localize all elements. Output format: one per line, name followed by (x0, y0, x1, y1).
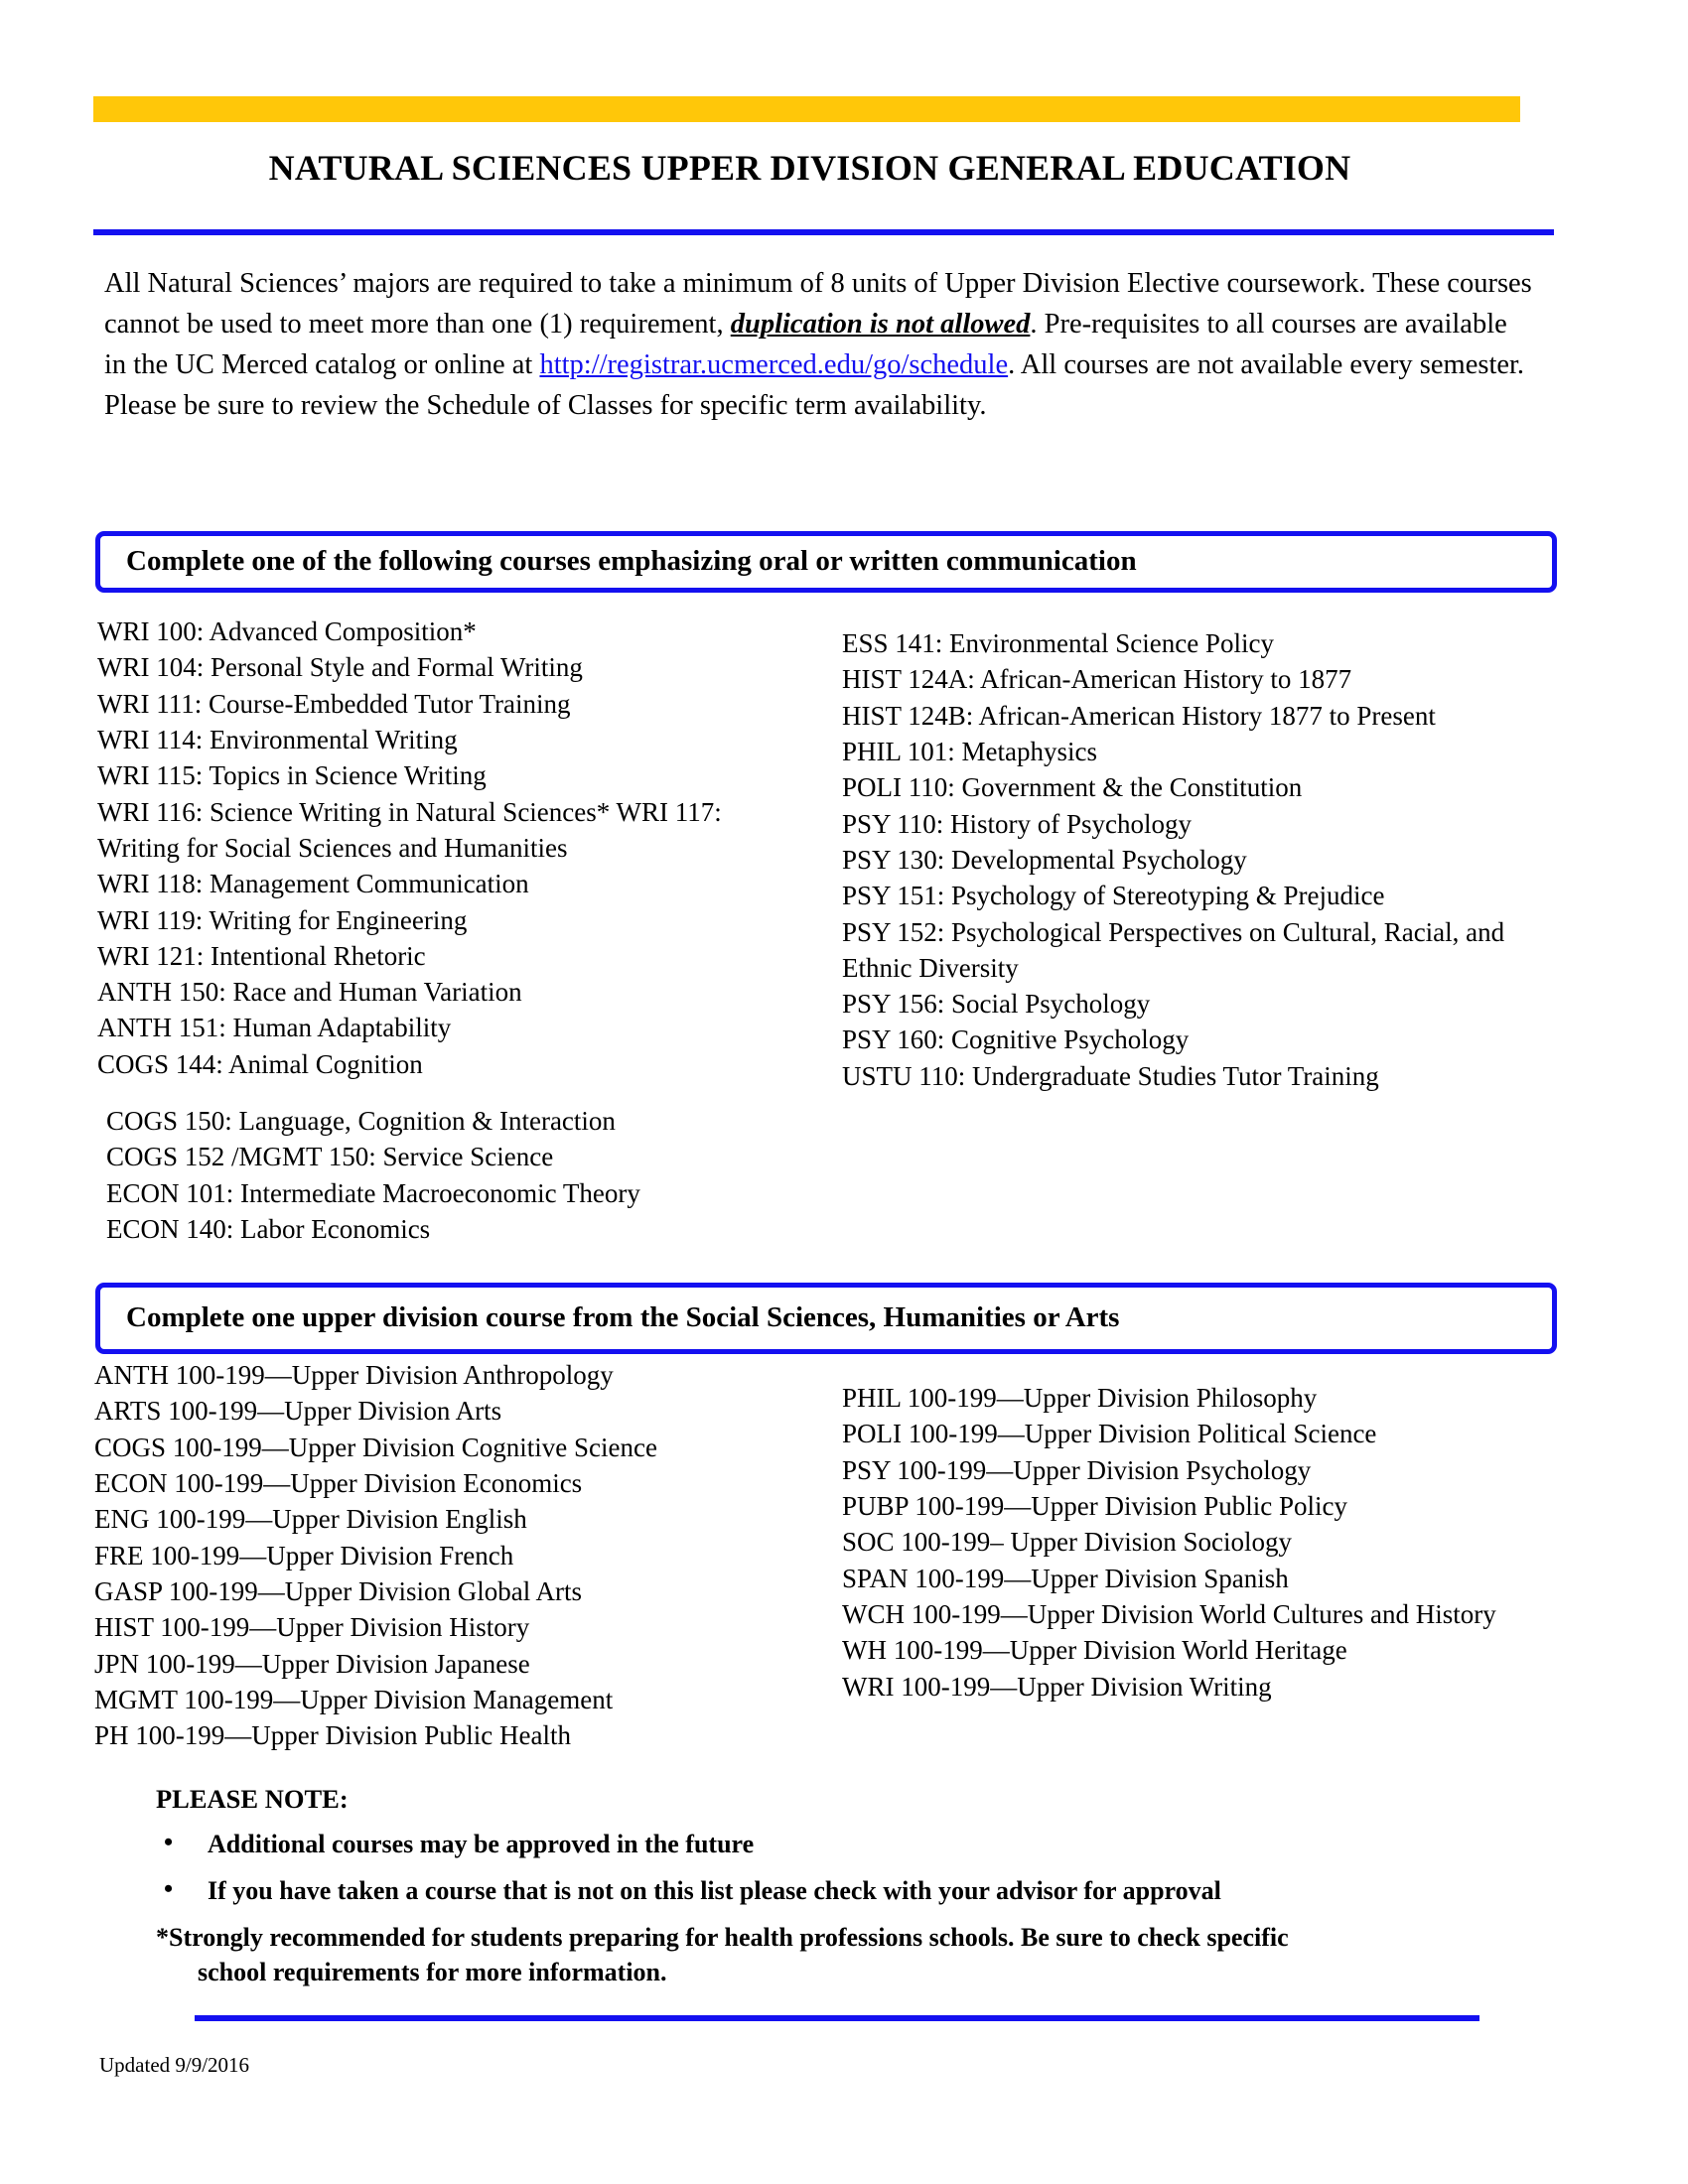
course-item: COGS 100-199—Upper Division Cognitive Science (94, 1432, 657, 1462)
course-item: ECON 100-199—Upper Division Economics (94, 1467, 583, 1498)
intro-text-part1: All Natural Sciences’ majors are required to take a minimum of 8 units of Upper Division Elective coursework. These courses cannot be used to meet more than one (1) requirement, (104, 268, 1532, 341)
course-item: MGMT 100-199—Upper Division Management (94, 1684, 614, 1714)
section2-left-course-list (94, 1357, 809, 1753)
gold-accent-bar (93, 96, 1520, 122)
page-title: NATURAL SCIENCES UPPER DIVISION GENERAL EDUCATION (268, 148, 1351, 188)
course-item: JPN 100-199—Upper Division Japanese (94, 1648, 530, 1679)
course-item: WCH 100-199—Upper Division World Cultures and History (842, 1598, 1496, 1629)
intro-paragraph (104, 263, 1532, 426)
course-item: HIST 124A: African-American History to 1877 (842, 664, 1352, 695)
course-item: PHIL 101: Metaphysics (842, 736, 1097, 766)
course-item: HIST 100-199—Upper Division History (94, 1612, 530, 1643)
course-item: PSY 151: Psychology of Stereotyping & Prejudice (842, 881, 1385, 911)
section-header-communication-label: Complete one of the following courses emphasizing oral or written communication (126, 545, 1137, 578)
section-header-social-sciences (95, 1283, 1557, 1354)
intro-text-part2: . Pre-requisites to all courses are available in the UC Merced catalog or online at (104, 309, 1507, 381)
course-item: PH 100-199—Upper Division Public Health (94, 1720, 571, 1751)
intro-text-part3: . All courses are not available every semester. Please be sure to review the Schedule of Classes for specific term availability. (104, 349, 1525, 422)
course-item: POLI 110: Government & the Constitution (842, 772, 1303, 803)
course-item: COGS 150: Language, Cognition & Interaction (106, 1106, 616, 1137)
course-item: WRI 111: Course-Embedded Tutor Training (97, 688, 571, 719)
course-item: PSY 110: History of Psychology (842, 808, 1193, 839)
course-item: WRI 100: Advanced Composition* (97, 616, 477, 646)
section2-right-course-list (842, 1380, 1577, 1705)
course-item: WRI 115: Topics in Science Writing (97, 760, 487, 791)
course-item: PUBP 100-199—Upper Division Public Policy (842, 1490, 1348, 1521)
course-item: PSY 130: Developmental Psychology (842, 844, 1247, 875)
footnote-line-2: school requirements for more information. (198, 1957, 667, 1986)
registrar-schedule-link[interactable]: http://registrar.ucmerced.edu/go/schedule (539, 349, 1009, 381)
course-item: ECON 140: Labor Economics (106, 1214, 431, 1244)
course-item: PHIL 100-199—Upper Division Philosophy (842, 1383, 1318, 1413)
course-item: PSY 152: Psychological Perspectives on Cultural, Racial, and Ethnic Diversity (842, 916, 1505, 983)
course-item: ARTS 100-199—Upper Division Arts (94, 1396, 502, 1427)
section-header-communication (95, 531, 1557, 593)
course-item: ENG 100-199—Upper Division English (94, 1504, 527, 1535)
bullet-icon: • (164, 1874, 174, 1904)
course-item: HIST 124B: African-American History 1877 to Present (842, 700, 1436, 731)
course-item: WRI 118: Management Communication (97, 869, 529, 899)
course-item: PSY 156: Social Psychology (842, 989, 1151, 1020)
list-spacer (97, 1082, 792, 1103)
course-item: PSY 100-199—Upper Division Psychology (842, 1454, 1312, 1485)
course-item: WRI 104: Personal Style and Formal Writing (97, 652, 583, 683)
course-item: GASP 100-199—Upper Division Global Arts (94, 1575, 582, 1606)
course-item: WRI 114: Environmental Writing (97, 724, 458, 754)
course-item: ANTH 150: Race and Human Variation (97, 977, 522, 1008)
course-item: PSY 160: Cognitive Psychology (842, 1024, 1190, 1055)
course-item: WRI 121: Intentional Rhetoric (97, 940, 426, 971)
course-item: COGS 144: Animal Cognition (97, 1048, 423, 1079)
please-note-bullet-list (156, 1828, 1506, 1908)
list-item-label: If you have taken a course that is not on this list please check with your advisor for approval (208, 1876, 1221, 1906)
please-note-title: PLEASE NOTE: (156, 1784, 349, 1814)
course-item: WRI 119: Writing for Engineering (97, 904, 468, 935)
course-item: SPAN 100-199—Upper Division Spanish (842, 1563, 1289, 1593)
footnote-line-1: *Strongly recommended for students preparing for health professions schools. Be sure to check specific (156, 1923, 1289, 1953)
course-item: ECON 101: Intermediate Macroeconomic Theory (106, 1177, 640, 1208)
list-item (156, 1828, 1506, 1861)
course-item: ANTH 100-199—Upper Division Anthropology (94, 1360, 614, 1390)
course-item: USTU 110: Undergraduate Studies Tutor Training (842, 1060, 1379, 1091)
bullet-icon: • (164, 1828, 174, 1857)
course-item: POLI 100-199—Upper Division Political Science (842, 1419, 1377, 1449)
course-item: FRE 100-199—Upper Division French (94, 1540, 514, 1570)
intro-emphasis-duplication: duplication is not allowed (730, 309, 1031, 341)
course-item: ESS 141: Environmental Science Policy (842, 628, 1274, 658)
course-item: COGS 152 /MGMT 150: Service Science (106, 1142, 554, 1172)
course-item: ANTH 151: Human Adaptability (97, 1013, 452, 1043)
please-note-footnote (156, 1921, 1506, 1989)
updated-date: Updated 9/9/2016 (99, 2053, 250, 2077)
section-header-social-sciences-label: Complete one upper division course from the Social Sciences, Humanities or Arts (126, 1301, 1120, 1334)
course-item: SOC 100-199– Upper Division Sociology (842, 1527, 1293, 1558)
title-divider-rule (93, 229, 1554, 235)
list-item (156, 1874, 1506, 1908)
course-item: WH 100-199—Upper Division World Heritage (842, 1635, 1347, 1666)
section1-right-course-list (842, 625, 1577, 1094)
course-item: WRI 100-199—Upper Division Writing (842, 1671, 1272, 1702)
course-item: WRI 116: Science Writing in Natural Sciences* WRI 117: Writing for Social Sciences and Humanities (97, 796, 722, 863)
list-item-label: Additional courses may be approved in the future (208, 1830, 755, 1859)
please-note-block (156, 1782, 1506, 1989)
footer-divider-rule (195, 2015, 1479, 2021)
section1-left-course-list (97, 614, 792, 1247)
